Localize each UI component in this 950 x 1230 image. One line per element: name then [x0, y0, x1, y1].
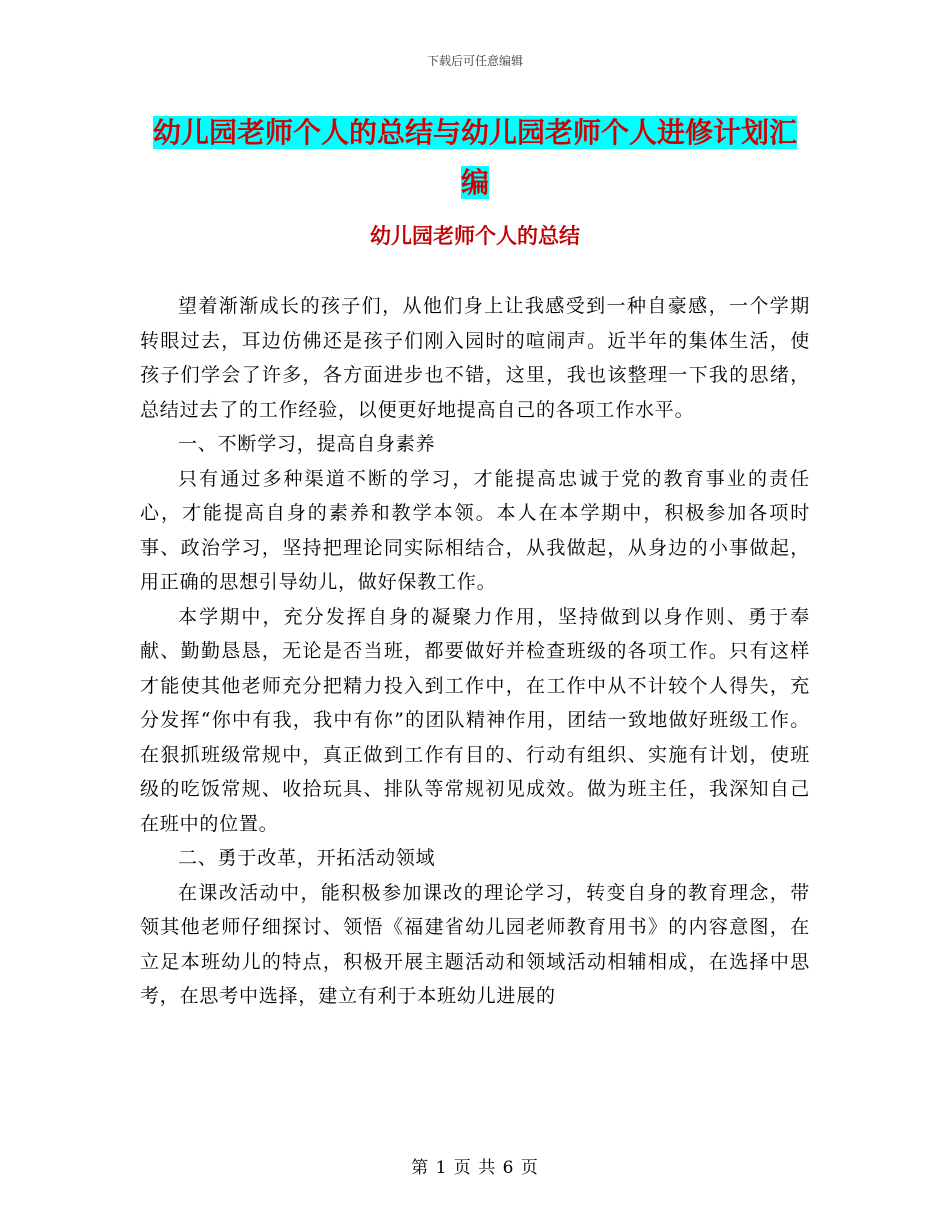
heading-one: 一、不断学习，提高自身素养 [178, 433, 436, 455]
document-title-line-2: 编 [460, 166, 489, 199]
document-title [140, 108, 810, 208]
page-number: 第 1 页 共 6 页 [411, 1158, 539, 1178]
paragraph-intro: 望着渐渐成长的孩子们，从他们身上让我感受到一种自豪感，一个学期转眼过去，耳边仿佛还是孩子们刚入园时的喧闹声。近半年的集体生活，使孩子们学会了许多，各方面进步也不错，这里，我也该整理一下我的思绪，总结过去了的工作经验，以便更好地提高自己的各项工作水平。 [140, 295, 810, 421]
paragraph-teamwork: 本学期中，充分发挥自身的凝聚力作用，坚持做到以身作则、勇于奉献、勤勤恳恳，无论是否当班，都要做好并检查班级的各项工作。只有这样才能使其他老师充分把精力投入到工作中，在工作中从不计较个人得失，充分发挥“你中有我，我中有你”的团队精神作用，团结一致地做好班级工作。在狠抓班级常规中，真正做到工作有目的、行动有组织、实施有计划，使班级的吃饭常规、收拾玩具、排队等常规初见成效。做为班主任，我深知自己在班中的位置。 [140, 605, 810, 835]
document-body [140, 289, 810, 1014]
paragraph-reform: 在课改活动中，能积极参加课改的理论学习，转变自身的教育理念，带领其他老师仔细探讨、领悟《福建省幼儿园老师教育用书》的内容意图，在立足本班幼儿的特点，积极开展主题活动和领域活动相辅相成，在选择中思考，在思考中选择，建立有利于本班幼儿进展的 [140, 881, 810, 1007]
section-title: 幼儿园老师个人的总结 [370, 224, 580, 248]
paragraph-study: 只有通过多种渠道不断的学习，才能提高忠诚于党的教育事业的责任心，才能提高自身的素养和教学本领。本人在本学期中，积极参加各项时事、政治学习，坚持把理论同实际相结合，从我做起，从身边的小事做起，用正确的思想引导幼儿，做好保教工作。 [140, 467, 810, 593]
heading-two: 二、勇于改革，开拓活动领域 [178, 847, 436, 869]
document-title-line-1: 幼儿园老师个人的总结与幼儿园老师个人进修计划汇 [152, 116, 797, 149]
page-header-note: 下载后可任意编辑 [426, 54, 523, 68]
